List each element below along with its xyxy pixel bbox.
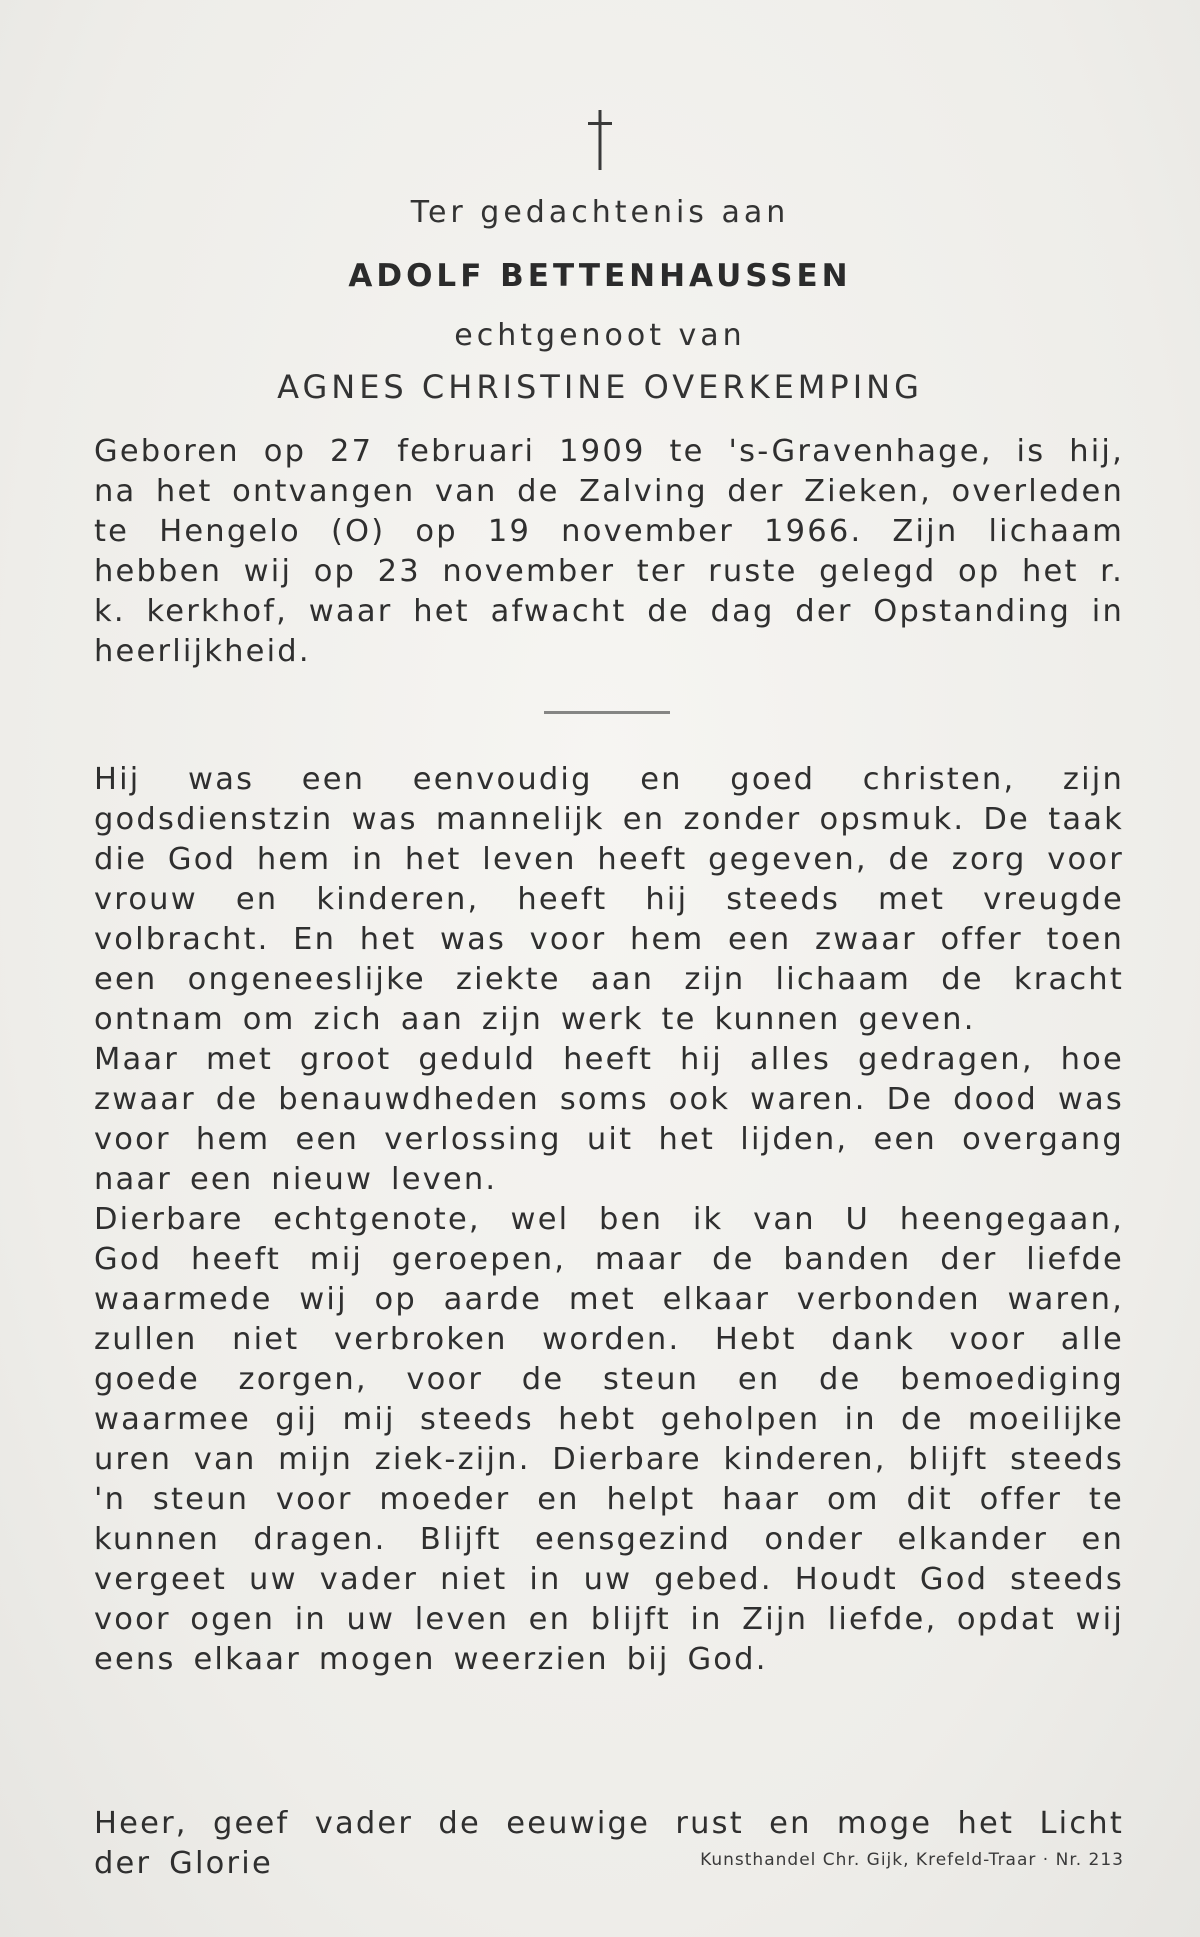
intro-text: Ter gedachtenis aan (410, 195, 790, 230)
relation-text: echtgenoot van (454, 318, 746, 353)
prayer-text: Heer, geef vader de eeuwige rust en moge het Licht der Glorie (94, 1806, 1124, 1881)
cross-icon (586, 108, 614, 172)
eulogy-paragraph: Hij was een eenvoudig en goed christen, zijn godsdienstzin was mannelijk en zonder opsmuk. De taak die God hem in het leven heeft gegeven, de zorg voor vrouw en kinderen, heeft hij steeds met vreugde volbracht. En het was voor hem een zwaar offer toen een ongeneeslijke ziekte aan zijn lichaam de kracht ontnam om zich aan zijn werk te kunnen geven. (94, 762, 1124, 1037)
divider (544, 711, 670, 714)
deceased-name: ADOLF BETTENHAUSSEN (348, 258, 852, 294)
eulogy-paragraph: Dierbare echtgenote, wel ben ik van U heengegaan, God heeft mij geroepen, maar de banden der liefde waarmede wij op aarde met elkaar verbonden waren, zullen niet verbroken worden. Hebt dank voor alle goede zorgen, voor de steun en de bemoediging waarmee gij mij steeds hebt geholpen in de moeilijke uren van mijn ziek-zijn. Dierbare kinderen, blijft steeds 'n steun voor moeder en helpt haar om dit offer te kunnen dragen. Blijft eensgezind onder elkander en vergeet uw vader niet in uw gebed. Houdt God steeds voor ogen in uw leven en blijft in Zijn liefde, opdat wij eens elkaar mogen weerzien bij God. (94, 1202, 1124, 1677)
printer-line: Kunsthandel Chr. Gijk, Krefeld-Traar · Nr. 213 (700, 1850, 1124, 1870)
birth-paragraph: Geboren op 27 februari 1909 te 's-Gravenhage, is hij, na het ontvangen van de Zalving der Zieken, overleden te Hengelo (O) op 19 november 1966. Zijn lichaam hebben wij op 23 november ter ruste gelegd op het r. k. kerkhof, waar het afwacht de dag der Opstanding in heerlijkheid. (94, 434, 1124, 669)
eulogy-paragraph: Maar met groot geduld heeft hij alles gedragen, hoe zwaar de benauwdheden soms ook waren. De dood was voor hem een verlossing uit het lijden, een overgang naar een nieuw leven. (94, 1042, 1124, 1197)
eulogy (94, 760, 1124, 1680)
spouse-name: AGNES CHRISTINE OVERKEMPING (277, 368, 923, 406)
